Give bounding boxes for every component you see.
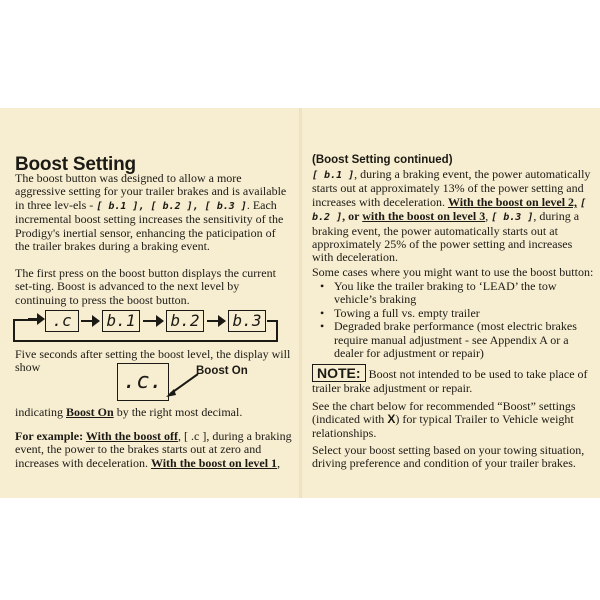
manual-spread [0, 108, 600, 498]
page-gutter [299, 108, 302, 498]
press-paragraph: The first press on the boost button displays the current set-ting. Boost is advanced to the next level by continuing to press the boost button. [15, 266, 276, 307]
arrow-icon [81, 320, 97, 322]
arrow-icon [143, 320, 161, 322]
list-item: • Degraded brake performance (most electric brakes require manual adjustment - see Appendix A or a dealer for adjustment or repair) [312, 320, 594, 360]
arrow-icon [207, 320, 223, 322]
cases-intro: Some cases where you might want to use the boost button: [312, 265, 594, 279]
list-item: • You like the trailer braking to ‘LEAD’ the tow vehicle’s braking [312, 280, 594, 307]
loop-line-right [276, 320, 278, 342]
display-boost-2: b.2 [166, 310, 204, 332]
boost-level-codes: [ b.1 ], [ b.2 ], [ b.3 ] [96, 200, 247, 212]
boost-on-label: Boost On [196, 365, 248, 377]
continued-paragraph: [ b.1 ], during a braking event, the power automatically starts out at approximately 13% of the power setting and increases with deceleration. With the boost on level 2, [ b.2 ], or with the boost on level 3, [ b.3 ], during a braking event, the power automatically starts out at approximately 25% of the power setting and increases with deceleration. [312, 167, 591, 265]
left-page [10, 108, 294, 498]
note-paragraph: NOTE: Boost not intended to be used to take place of trailer brake adjustment or repair. [312, 365, 588, 395]
display-boost-off: .c [45, 310, 79, 332]
note-label: NOTE: [312, 364, 366, 382]
right-page [312, 108, 596, 498]
list-item: • Towing a full vs. empty trailer [312, 307, 594, 320]
continued-heading: (Boost Setting continued) [312, 154, 453, 166]
chart-paragraph: See the chart below for recommended “Boost” settings (indicated with X) for typical Trailer to Vehicle weight relationships. [312, 399, 576, 440]
display-boost-1: b.1 [102, 310, 140, 332]
loop-line-exit [267, 320, 278, 322]
final-paragraph: Select your boost setting based on your towing situation, driving preference and condition of your trailer brakes. [312, 443, 585, 471]
display-boost-on: .c. [117, 363, 169, 401]
page-title: Boost Setting [15, 154, 136, 175]
display-boost-3: b.3 [228, 310, 266, 332]
indicating-paragraph: indicating Boost On by the right most decimal. [15, 405, 243, 419]
intro-paragraph: The boost button was designed to allow a more aggressive setting for your trailer brakes and is available in three lev-els - [ b.1 ], [ b.2 ], [ b.3 ]. Each incremental boost setting increases the sensitivity of the Prodigy's inertial sensor, enhancing the paticipation of the trailer brakes during a braking event. [15, 171, 287, 254]
example-paragraph: For example: With the boost off, [ .c ], during a braking event, the power to the brakes starts out at zero and increases with deceleration. With the boost on level 1, [15, 429, 292, 470]
cases-list [312, 280, 594, 360]
five-seconds-paragraph: Five seconds after setting the boost level, the display will show [15, 347, 291, 375]
loop-line-bottom [13, 340, 278, 342]
loop-line-left [13, 319, 15, 341]
arrow-icon [28, 318, 42, 320]
